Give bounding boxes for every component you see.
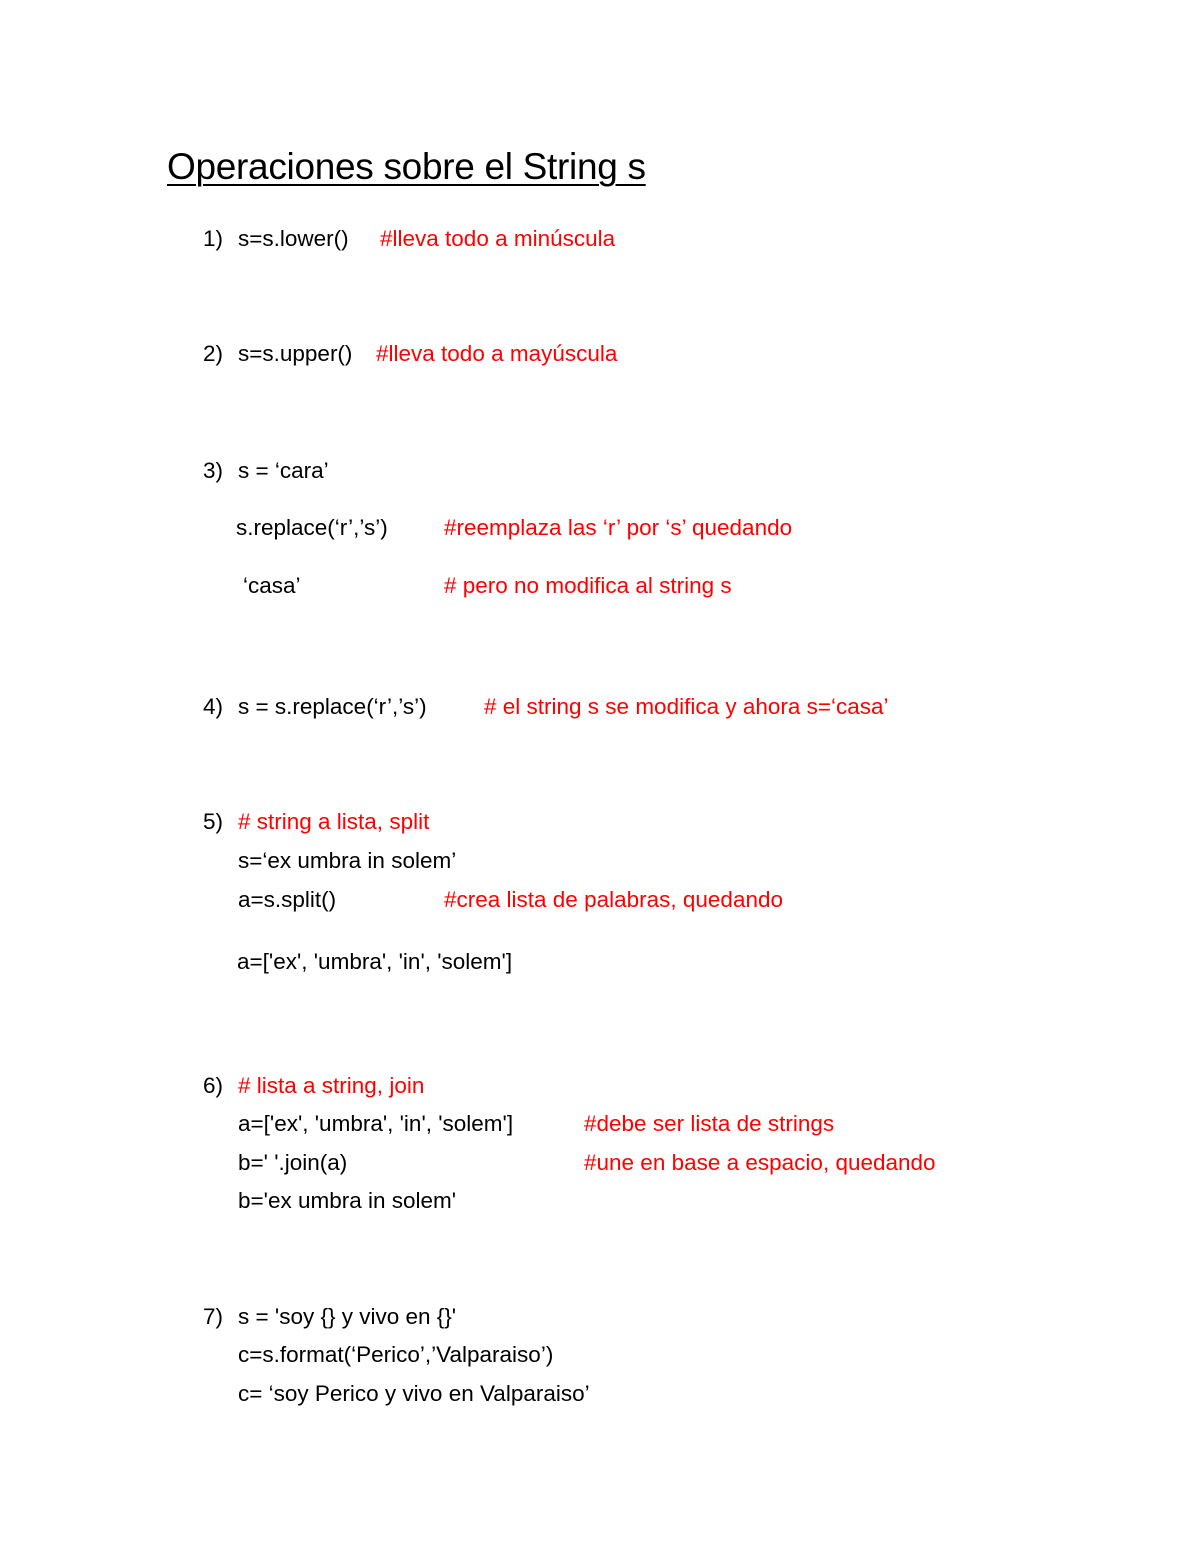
item-6-heading-comment: # lista a string, join [238, 1073, 425, 1098]
item-number-5: 5) [203, 809, 224, 834]
item-3-code-line-2: s.replace(‘r’,’s’) [236, 515, 388, 540]
item-number-3: 3) [203, 458, 224, 483]
item-5-code-line-2: s=‘ex umbra in solem’ [238, 848, 457, 873]
item-number-2: 2) [203, 341, 224, 366]
item-3-comment-line-3: # pero no modifica al string s [444, 573, 732, 598]
item-2-comment: #lleva todo a mayúscula [376, 341, 618, 366]
item-7-code-line-2: c=s.format(‘Perico’,’Valparaiso’) [238, 1342, 554, 1367]
item-3-comment-line-2: #reemplaza las ‘r’ por ‘s’ quedando [444, 515, 793, 540]
item-7-code-line-3: c= ‘soy Perico y vivo en Valparaiso’ [238, 1381, 590, 1406]
item-number-4: 4) [203, 694, 224, 719]
item-4-comment: # el string s se modifica y ahora s=‘casa’ [484, 694, 889, 719]
item-1-code: s=s.lower() [238, 226, 349, 251]
item-3-code-line-3: ‘casa’ [243, 573, 301, 598]
item-1-comment: #lleva todo a minúscula [380, 226, 616, 251]
item-3-code-line-1: s = ‘cara’ [238, 458, 329, 483]
item-6-code-line-3: b=' '.join(a) [238, 1150, 348, 1175]
item-number-1: 1) [203, 226, 224, 251]
item-6-comment-line-2: #debe ser lista de strings [584, 1111, 835, 1136]
item-4-code: s = s.replace(‘r’,’s’) [238, 694, 427, 719]
item-5-heading-comment: # string a lista, split [238, 809, 430, 834]
item-5-code-line-3: a=s.split() [238, 887, 337, 912]
item-5-code-line-4: a=['ex', 'umbra', 'in', 'solem'] [237, 949, 513, 974]
item-7-code-line-1: s = 'soy {} y vivo en {}' [238, 1304, 457, 1329]
item-6-code-line-4: b='ex umbra in solem' [238, 1188, 457, 1213]
item-2-code: s=s.upper() [238, 341, 353, 366]
item-5-comment-line-3: #crea lista de palabras, quedando [444, 887, 783, 912]
item-number-6: 6) [203, 1073, 224, 1098]
page-title: Operaciones sobre el String s [167, 146, 646, 187]
item-6-code-line-2: a=['ex', 'umbra', 'in', 'solem'] [238, 1111, 514, 1136]
item-number-7: 7) [203, 1304, 224, 1329]
item-6-comment-line-3: #une en base a espacio, quedando [584, 1150, 936, 1175]
